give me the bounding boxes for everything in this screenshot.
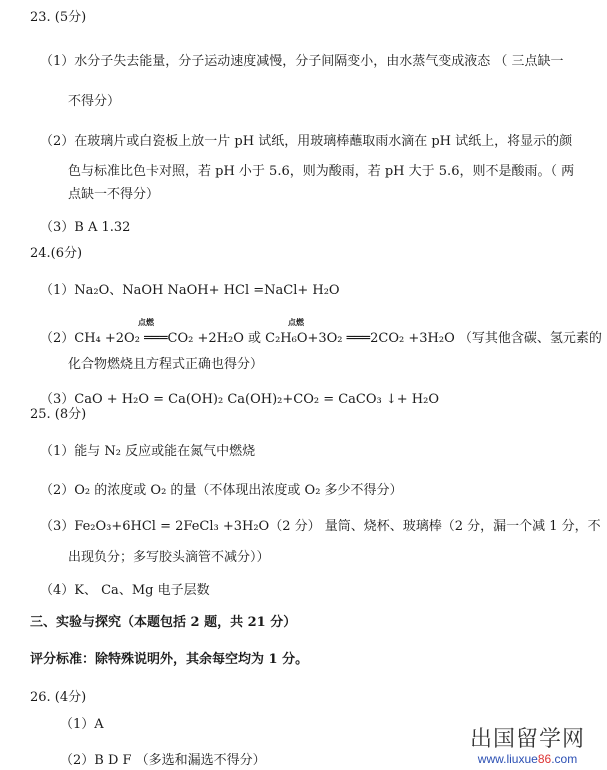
watermark-url — [470, 752, 585, 766]
q25-part4: （4）K、 Ca、Mg 电子层数 — [40, 583, 210, 598]
scoring-criteria: 评分标准：除特殊说明外，其余每空均为 1 分。 — [30, 652, 309, 667]
q23-part3: （3）B A 1.32 — [40, 220, 131, 235]
q23-title: 23. (5分) — [30, 10, 87, 25]
q25-part1: （1）能与 N₂ 反应或能在氮气中燃烧 — [40, 444, 256, 459]
watermark-url-a: www.liuxue — [477, 752, 538, 766]
watermark-url-b: 86 — [537, 752, 552, 766]
q23-part1-cont: 不得分） — [68, 94, 121, 109]
q23-part2: （2）在玻璃片或白瓷板上放一片 pH 试纸，用玻璃棒蘸取雨水滴在 pH 试纸上，将显示的颜 — [40, 134, 573, 149]
watermark-url-c: .com — [551, 752, 578, 766]
condition-ignite-2: 点燃 — [288, 317, 304, 327]
q26-title: 26. (4分) — [30, 690, 87, 705]
q24-part2: （2）CH₄ +2O₂ ═══CO₂ +2H₂O 或 C₂H₆O+3O₂ ═══2CO₂ +3H₂O （写其他含碳、氢元素的 — [40, 331, 602, 346]
q25-title: 25. (8分) — [30, 407, 87, 422]
q26-part2: （2）B D F （多选和漏选不得分） — [60, 753, 266, 768]
q24-part1: （1）Na₂O、NaOH NaOH+ HCl =NaCl+ H₂O — [40, 283, 340, 298]
watermark-logo — [470, 728, 585, 766]
section-heading: 三、实验与探究（本题包括 2 题，共 21 分） — [30, 615, 297, 630]
q24-part2-cont: 化合物燃烧且方程式正确也得分） — [68, 357, 264, 372]
q26-part1: （1）A — [60, 717, 104, 732]
q23-part2-cont2: 点缺一不得分） — [68, 187, 160, 202]
q25-part3: （3）Fe₂O₃+6HCl = 2FeCl₃ +3H₂O（2 分） 量筒、烧杯、玻璃棒（2 分，漏一个减 1 分，不 — [40, 519, 601, 534]
condition-ignite-1: 点燃 — [138, 317, 154, 327]
q24-part3: （3）CaO + H₂O = Ca(OH)₂ Ca(OH)₂+CO₂ = CaCO₃ ↓+ H₂O — [40, 392, 440, 407]
q23-part2-cont: 色与标准比色卡对照，若 pH 小于 5.6，则为酸雨，若 pH 大于 5.6，则不是酸雨。（ 两 — [68, 164, 575, 179]
watermark-name: 出国留学网 — [470, 727, 586, 752]
q23-part1: （1）水分子失去能量，分子运动速度减慢，分子间隔变小，由水蒸气变成液态 （ 三点缺一 — [40, 54, 564, 69]
q25-part3-cont: 出现负分；多写胶头滴管不减分）） — [68, 550, 270, 565]
q24-title: 24.(6分) — [30, 246, 83, 261]
q25-part2: （2）O₂ 的浓度或 O₂ 的量（不体现出浓度或 O₂ 多少不得分） — [40, 483, 403, 498]
